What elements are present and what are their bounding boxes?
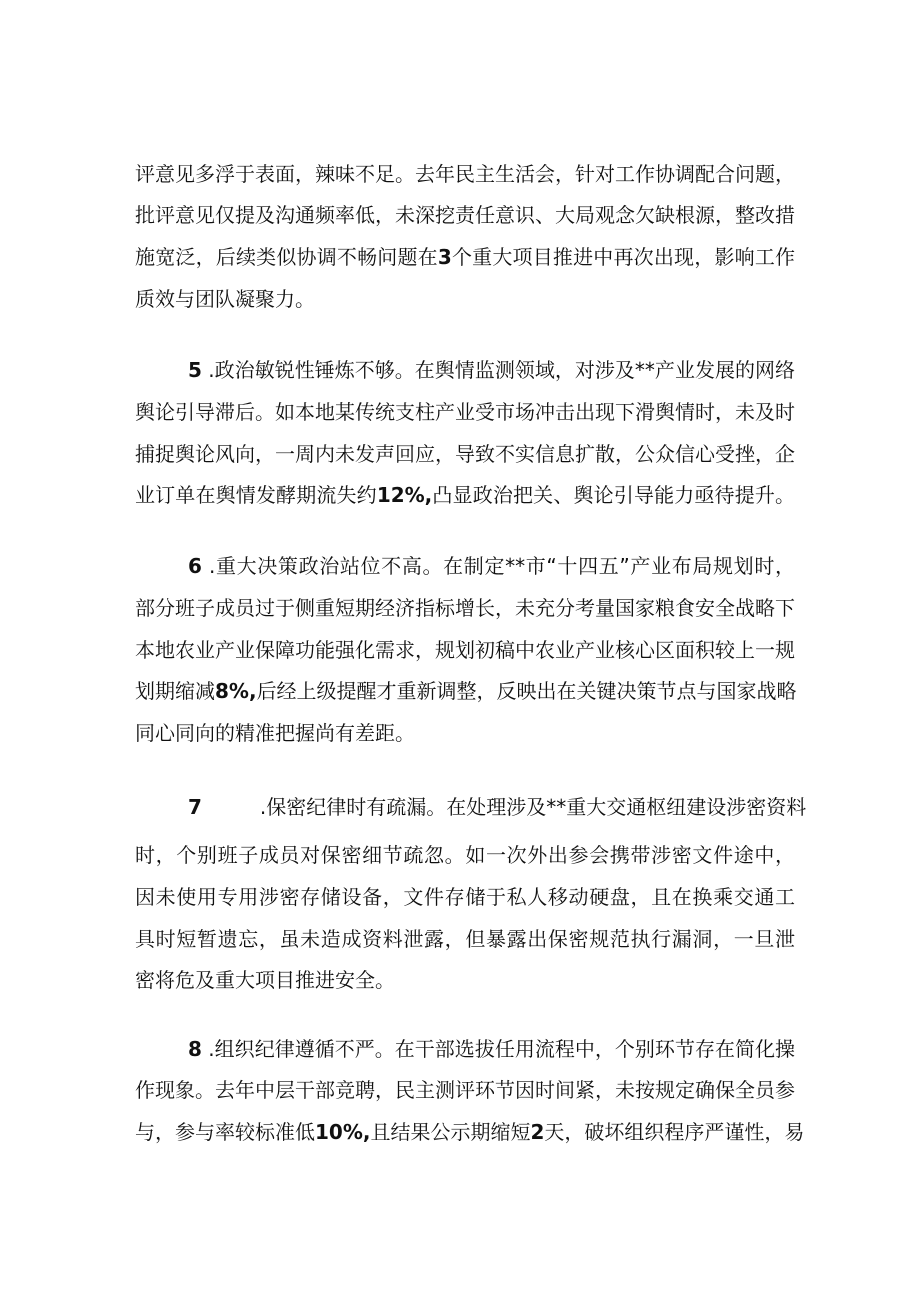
paragraph-line bbox=[135, 636, 795, 664]
item-number: 7 bbox=[188, 795, 202, 819]
text: 作现象。去年中层干部竞聘，民主测评环节因时间紧，未按规定确保全员参 bbox=[135, 1078, 795, 1102]
text: 批评意见仅提及沟通频率低，未深挖责任意识、大局观念欠缺根源，整改措 bbox=[135, 203, 795, 227]
paragraph-line bbox=[135, 481, 795, 509]
bold-number: 10%, bbox=[315, 1120, 371, 1144]
text: 个重大项目推进中再次出现，影响工作 bbox=[451, 245, 796, 269]
text: 质效与团队凝聚力。 bbox=[135, 287, 315, 311]
paragraph-line bbox=[135, 1076, 795, 1104]
paragraph-line bbox=[135, 398, 795, 426]
paragraph-line bbox=[135, 285, 795, 313]
paragraph-line bbox=[135, 243, 795, 271]
paragraph-line bbox=[135, 1118, 805, 1146]
bold-number: 2 bbox=[530, 1120, 545, 1144]
item-5-heading-line bbox=[188, 356, 795, 384]
text: 密将危及重大项目推进安全。 bbox=[135, 968, 395, 992]
bold-number: 12%, bbox=[376, 483, 433, 507]
text: .组织纪律遵循不严。在干部选拔任用流程中，个别环节存在简化操 bbox=[208, 1037, 796, 1061]
text: .重大决策政治站位不高。在制定**市“十四五”产业布局规划时， bbox=[208, 554, 795, 578]
text: 捕捉舆论风向，一周内未发声回应，导致不实信息扩散，公众信心受挫，企 bbox=[135, 442, 795, 466]
text: 具时短暂遗忘，虽未造成资料泄露，但暴露出保密规范执行漏洞，一旦泄 bbox=[135, 927, 795, 951]
paragraph-line bbox=[135, 594, 795, 622]
paragraph-line bbox=[135, 841, 795, 869]
paragraph-line bbox=[135, 160, 795, 188]
text: 凸显政治把关、舆论引导能力亟待提升。 bbox=[432, 483, 795, 507]
text: 划期缩减 bbox=[135, 679, 215, 703]
text: 评意见多浮于表面，辣味不足。去年民主生活会，针对工作协调配合问题， bbox=[135, 162, 795, 186]
paragraph-line bbox=[135, 440, 795, 468]
text: 舆论引导滞后。如本地某传统支柱产业受市场冲击出现下滑舆情时，未及时 bbox=[135, 400, 795, 424]
paragraph-line bbox=[135, 966, 795, 994]
bold-number: 3 bbox=[437, 245, 452, 269]
text: 与，参与率较标准低 bbox=[135, 1120, 315, 1144]
paragraph-line bbox=[135, 719, 795, 747]
text: .政治敏锐性锤炼不够。在舆情监测领域，对涉及**产业发展的网络 bbox=[208, 358, 796, 382]
text: 部分班子成员过于侧重短期经济指标增长，未充分考量国家粮食安全战略下 bbox=[135, 596, 795, 620]
item-6-heading-line bbox=[188, 552, 795, 580]
text: 同心同向的精准把握尚有差距。 bbox=[135, 721, 415, 745]
text: 且结果公示期缩短 bbox=[370, 1120, 531, 1144]
item-number: 5 bbox=[188, 358, 202, 382]
text: 因未使用专用涉密存储设备，文件存储于私人移动硬盘，且在换乘交通工 bbox=[135, 885, 795, 909]
paragraph-line bbox=[135, 883, 795, 911]
text: 业订单在舆情发酵期流失约 bbox=[135, 483, 377, 507]
text: 本地农业产业保障功能强化需求，规划初稿中农业产业核心区面积较上一规 bbox=[135, 638, 795, 662]
bold-number: 8%, bbox=[215, 679, 257, 703]
text: 天，破坏组织程序严谨性，易 bbox=[544, 1120, 805, 1144]
item-number: 8 bbox=[188, 1037, 202, 1061]
item-number: 6 bbox=[188, 554, 202, 578]
item-7-heading-line bbox=[188, 793, 807, 821]
paragraph-line bbox=[135, 677, 795, 705]
text: 时，个别班子成员对保密细节疏忽。如一次外出参会携带涉密文件途中， bbox=[135, 843, 795, 867]
paragraph-line bbox=[135, 925, 795, 953]
text: 施宽泛，后续类似协调不畅问题在 bbox=[135, 245, 438, 269]
paragraph-line bbox=[135, 201, 795, 229]
item-8-heading-line bbox=[188, 1035, 795, 1063]
text: 后经上级提醒才重新调整，反映出在关键决策节点与国家战略 bbox=[256, 679, 797, 703]
text: .保密纪律时有疏漏。在处理涉及**重大交通枢纽建设涉密资料 bbox=[259, 795, 807, 819]
